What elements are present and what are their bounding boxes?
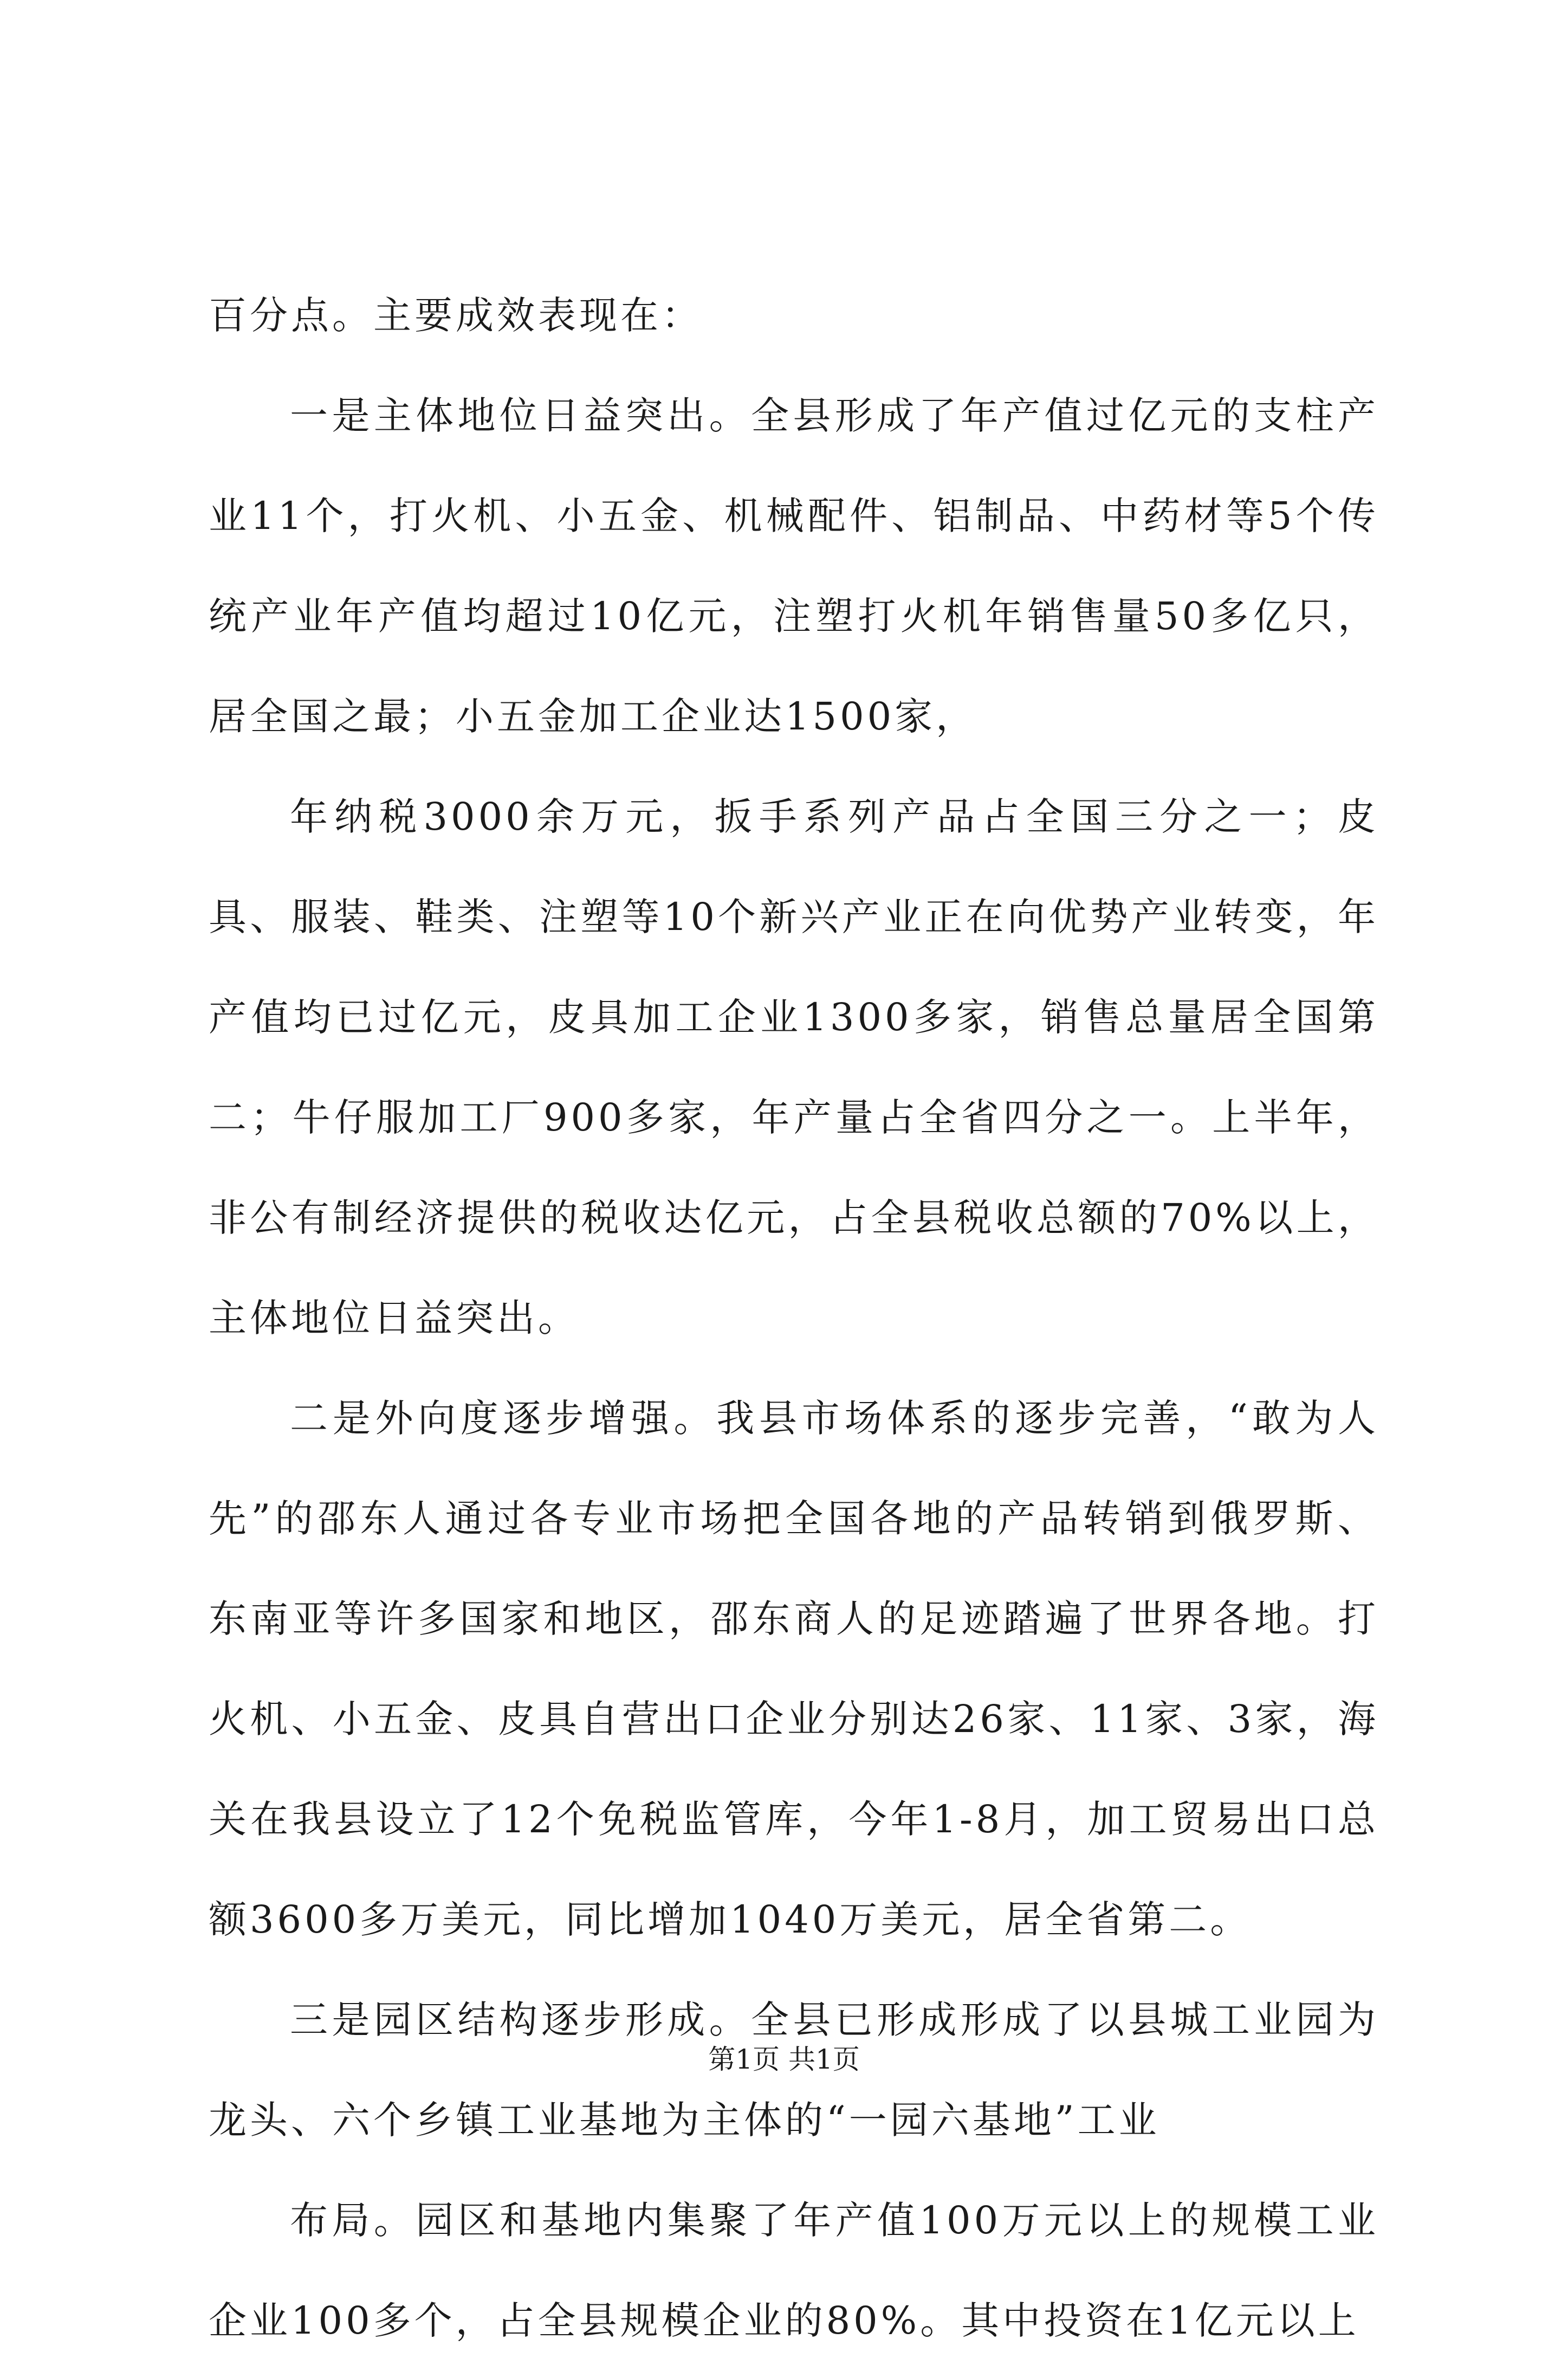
paragraph-4: 三是园区结构逐步形成。全县已形成形成了以县城工业园为龙头、六个乡镇工业基地为主体的“一园六基地”工业 [209, 1998, 1379, 2142]
paragraph-1: 一是主体地位日益突出。全县形成了年产值过亿元的支柱产业11个，打火机、小五金、机械配件、铝制品、中药材等5个传统产业年产值均超过10亿元，注塑打火机年销售量50多亿只，居全国之最；小五金加工企业达1500家， [209, 393, 1379, 739]
page-footer: 第1页 共1页 [708, 2044, 860, 2075]
paragraph-5: 布局。园区和基地内集聚了年产值100万元以上的规模工业企业100多个，占全县规模企业的80%。其中投资在1亿元以上 [209, 2198, 1379, 2343]
paragraph-0: 百分点。主要成效表现在： [209, 293, 703, 338]
paragraph-2: 年纳税3000余万元，扳手系列产品占全国三分之一；皮具、服装、鞋类、注塑等10个新兴产业正在向优势产业转变，年产值均已过亿元，皮具加工企业1300多家，销售总量居全国第二；牛仔服加工厂900多家，年产量占全省四分之一。上半年，非公有制经济提供的税收达亿元，占全县税收总额的70%以上，主体地位日益突出。 [209, 794, 1379, 1340]
paragraph-3: 二是外向度逐步增强。我县市场体系的逐步完善，“敢为人先”的邵东人通过各专业市场把全国各地的产品转销到俄罗斯、东南亚等许多国家和地区，邵东商人的足迹踏遍了世界各地。打火机、小五金、皮具自营出口企业分别达26家、11家、3家，海关在我县设立了12个免税监管库，今年1-8月，加工贸易出口总额3600多万美元，同比增加1040万美元，居全省第二。 [209, 1396, 1379, 1942]
